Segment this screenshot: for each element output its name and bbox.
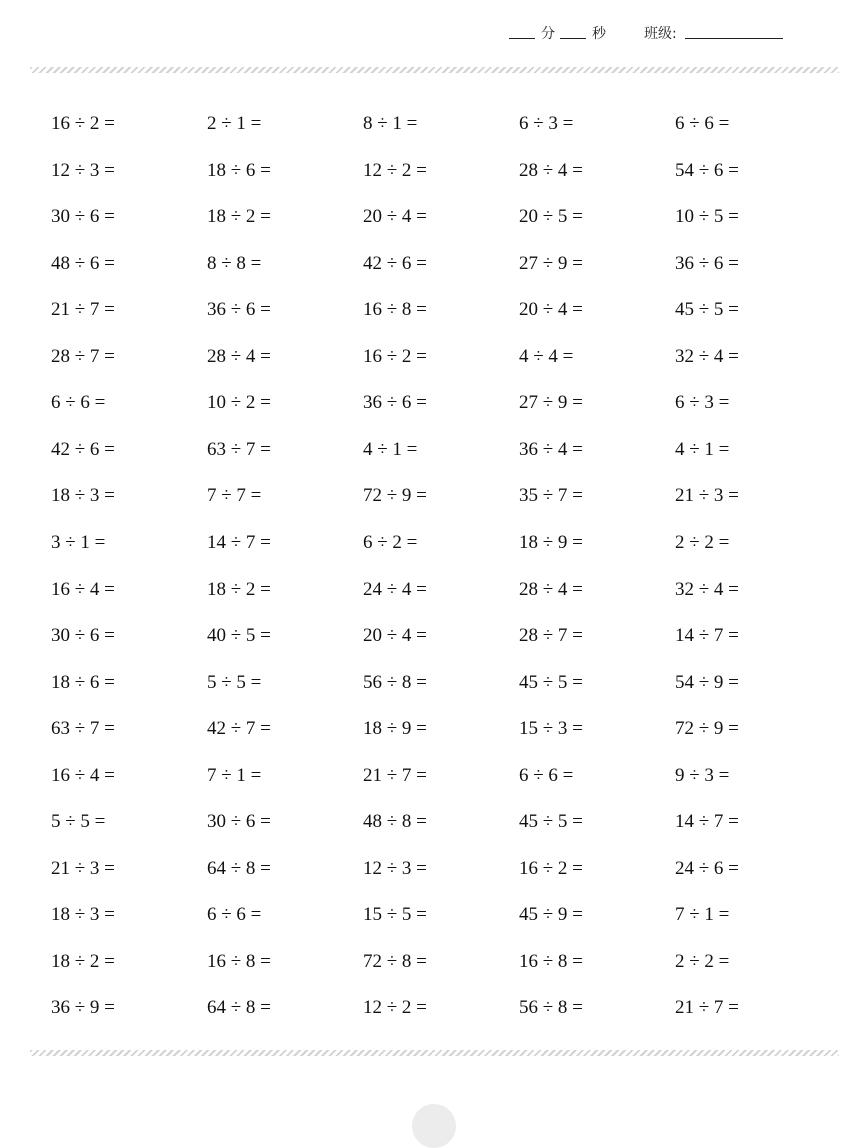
problem-row bbox=[51, 855, 841, 883]
class-label: 班级: bbox=[644, 26, 677, 42]
problem-row bbox=[51, 203, 841, 231]
division-problem: 63 ÷ 7 = bbox=[207, 438, 271, 460]
division-problem: 20 ÷ 4 = bbox=[363, 625, 427, 647]
division-problem: 21 ÷ 3 = bbox=[675, 485, 739, 507]
problem-row bbox=[51, 948, 841, 976]
division-problem: 64 ÷ 8 = bbox=[207, 997, 271, 1019]
division-problem: 36 ÷ 6 = bbox=[207, 299, 271, 321]
problem-row bbox=[51, 901, 841, 929]
bottom-divider bbox=[30, 1050, 839, 1056]
division-problem: 28 ÷ 4 = bbox=[519, 159, 583, 181]
division-problem: 16 ÷ 2 = bbox=[51, 113, 115, 134]
division-problem: 5 ÷ 5 = bbox=[51, 811, 106, 833]
problem-row bbox=[51, 343, 841, 371]
division-problem: 6 ÷ 6 = bbox=[675, 113, 730, 134]
division-problem: 8 ÷ 8 = bbox=[207, 252, 262, 274]
division-problem: 21 ÷ 3 = bbox=[51, 857, 115, 879]
division-problem: 18 ÷ 3 = bbox=[51, 485, 115, 507]
division-problem: 32 ÷ 4 = bbox=[675, 345, 739, 367]
division-problem: 42 ÷ 6 = bbox=[363, 252, 427, 274]
division-problem: 14 ÷ 7 = bbox=[207, 531, 271, 553]
division-problem: 14 ÷ 7 = bbox=[675, 811, 739, 833]
minutes-blank[interactable] bbox=[509, 37, 535, 39]
problem-row bbox=[51, 110, 841, 138]
division-problem: 16 ÷ 8 = bbox=[363, 299, 427, 321]
problem-row bbox=[51, 389, 841, 417]
division-problem: 12 ÷ 3 = bbox=[51, 159, 115, 181]
division-problem: 16 ÷ 8 = bbox=[207, 950, 271, 972]
division-problem: 56 ÷ 8 = bbox=[519, 997, 583, 1019]
division-problem: 48 ÷ 8 = bbox=[363, 811, 427, 833]
division-problem: 48 ÷ 6 = bbox=[51, 252, 115, 274]
division-problem: 36 ÷ 4 = bbox=[519, 438, 583, 460]
division-problem: 18 ÷ 6 = bbox=[207, 159, 271, 181]
division-problem: 2 ÷ 1 = bbox=[207, 113, 262, 134]
problem-row bbox=[51, 157, 841, 185]
division-problem: 16 ÷ 2 = bbox=[363, 345, 427, 367]
division-problem: 7 ÷ 7 = bbox=[207, 485, 262, 507]
division-problem: 45 ÷ 5 = bbox=[675, 299, 739, 321]
division-problem: 18 ÷ 9 = bbox=[363, 718, 427, 740]
problem-row bbox=[51, 994, 841, 1022]
division-problem: 10 ÷ 2 = bbox=[207, 392, 271, 414]
seconds-label: 秒 bbox=[592, 26, 606, 42]
division-problem: 6 ÷ 6 = bbox=[519, 764, 574, 786]
division-problem: 16 ÷ 4 = bbox=[51, 578, 115, 600]
division-problem: 12 ÷ 2 = bbox=[363, 159, 427, 181]
division-problem: 15 ÷ 5 = bbox=[363, 904, 427, 926]
division-problem: 45 ÷ 5 = bbox=[519, 671, 583, 693]
class-blank[interactable] bbox=[685, 37, 783, 39]
division-problem: 24 ÷ 4 = bbox=[363, 578, 427, 600]
problem-row bbox=[51, 762, 841, 790]
division-problem: 45 ÷ 9 = bbox=[519, 904, 583, 926]
division-problem: 42 ÷ 7 = bbox=[207, 718, 271, 740]
division-problem: 20 ÷ 4 = bbox=[519, 299, 583, 321]
division-problem: 18 ÷ 6 = bbox=[51, 671, 115, 693]
division-problem: 27 ÷ 9 = bbox=[519, 252, 583, 274]
division-problem: 30 ÷ 6 = bbox=[207, 811, 271, 833]
division-problem: 9 ÷ 3 = bbox=[675, 764, 730, 786]
division-problem: 28 ÷ 7 = bbox=[51, 345, 115, 367]
division-problem: 54 ÷ 9 = bbox=[675, 671, 739, 693]
division-problem: 21 ÷ 7 = bbox=[363, 764, 427, 786]
division-problem: 7 ÷ 1 = bbox=[675, 904, 730, 926]
problem-row bbox=[51, 529, 841, 557]
division-problem: 42 ÷ 6 = bbox=[51, 438, 115, 460]
division-problem: 18 ÷ 2 = bbox=[207, 206, 271, 228]
division-problem: 32 ÷ 4 = bbox=[675, 578, 739, 600]
division-problem: 21 ÷ 7 = bbox=[675, 997, 739, 1019]
division-problem: 10 ÷ 5 = bbox=[675, 206, 739, 228]
division-problem: 4 ÷ 1 = bbox=[675, 438, 730, 460]
division-problem: 6 ÷ 6 = bbox=[51, 392, 106, 414]
seconds-blank[interactable] bbox=[560, 37, 586, 39]
division-problem: 14 ÷ 7 = bbox=[675, 625, 739, 647]
top-divider bbox=[30, 67, 839, 73]
page-marker bbox=[412, 1104, 456, 1148]
division-problem: 7 ÷ 1 = bbox=[207, 764, 262, 786]
problem-row bbox=[51, 296, 841, 324]
division-problem: 8 ÷ 1 = bbox=[363, 113, 418, 134]
division-problem: 6 ÷ 3 = bbox=[675, 392, 730, 414]
division-problem: 36 ÷ 9 = bbox=[51, 997, 115, 1019]
division-problem: 28 ÷ 4 = bbox=[519, 578, 583, 600]
worksheet-header bbox=[0, 22, 867, 48]
division-problem: 6 ÷ 6 = bbox=[207, 904, 262, 926]
division-problem: 35 ÷ 7 = bbox=[519, 485, 583, 507]
division-problem: 2 ÷ 2 = bbox=[675, 531, 730, 553]
division-problem: 28 ÷ 7 = bbox=[519, 625, 583, 647]
problem-row bbox=[51, 622, 841, 650]
division-problem: 15 ÷ 3 = bbox=[519, 718, 583, 740]
division-problem: 3 ÷ 1 = bbox=[51, 531, 106, 553]
division-problem: 54 ÷ 6 = bbox=[675, 159, 739, 181]
division-problem: 6 ÷ 2 = bbox=[363, 531, 418, 553]
division-problem: 30 ÷ 6 = bbox=[51, 625, 115, 647]
problem-row bbox=[51, 669, 841, 697]
problem-row bbox=[51, 715, 841, 743]
division-problem: 40 ÷ 5 = bbox=[207, 625, 271, 647]
division-problem: 5 ÷ 5 = bbox=[207, 671, 262, 693]
division-problem: 72 ÷ 9 = bbox=[363, 485, 427, 507]
division-problem: 27 ÷ 9 = bbox=[519, 392, 583, 414]
division-problem: 36 ÷ 6 = bbox=[363, 392, 427, 414]
division-problem: 21 ÷ 7 = bbox=[51, 299, 115, 321]
division-problem: 18 ÷ 3 = bbox=[51, 904, 115, 926]
division-problem: 30 ÷ 6 = bbox=[51, 206, 115, 228]
problem-row bbox=[51, 482, 841, 510]
division-problem: 63 ÷ 7 = bbox=[51, 718, 115, 740]
division-problem: 72 ÷ 9 = bbox=[675, 718, 739, 740]
problem-row bbox=[51, 808, 841, 836]
problem-row bbox=[51, 576, 841, 604]
division-problem: 56 ÷ 8 = bbox=[363, 671, 427, 693]
division-problem: 2 ÷ 2 = bbox=[675, 950, 730, 972]
division-problem: 12 ÷ 2 = bbox=[363, 997, 427, 1019]
minutes-label: 分 bbox=[541, 26, 555, 42]
division-problem: 16 ÷ 2 = bbox=[519, 857, 583, 879]
division-problem: 24 ÷ 6 = bbox=[675, 857, 739, 879]
division-problem: 20 ÷ 5 = bbox=[519, 206, 583, 228]
division-problem: 4 ÷ 4 = bbox=[519, 345, 574, 367]
division-problem: 16 ÷ 4 = bbox=[51, 764, 115, 786]
division-problem: 18 ÷ 2 = bbox=[207, 578, 271, 600]
division-problem: 18 ÷ 2 = bbox=[51, 950, 115, 972]
division-problem: 4 ÷ 1 = bbox=[363, 438, 418, 460]
division-problem: 18 ÷ 9 = bbox=[519, 531, 583, 553]
division-problem: 6 ÷ 3 = bbox=[519, 113, 574, 134]
problem-row bbox=[51, 250, 841, 278]
division-problem: 45 ÷ 5 = bbox=[519, 811, 583, 833]
division-problem: 72 ÷ 8 = bbox=[363, 950, 427, 972]
division-problem: 64 ÷ 8 = bbox=[207, 857, 271, 879]
division-problem: 16 ÷ 8 = bbox=[519, 950, 583, 972]
division-problem: 36 ÷ 6 = bbox=[675, 252, 739, 274]
problem-row bbox=[51, 436, 841, 464]
division-problem: 20 ÷ 4 = bbox=[363, 206, 427, 228]
division-problem: 28 ÷ 4 = bbox=[207, 345, 271, 367]
division-problem: 12 ÷ 3 = bbox=[363, 857, 427, 879]
